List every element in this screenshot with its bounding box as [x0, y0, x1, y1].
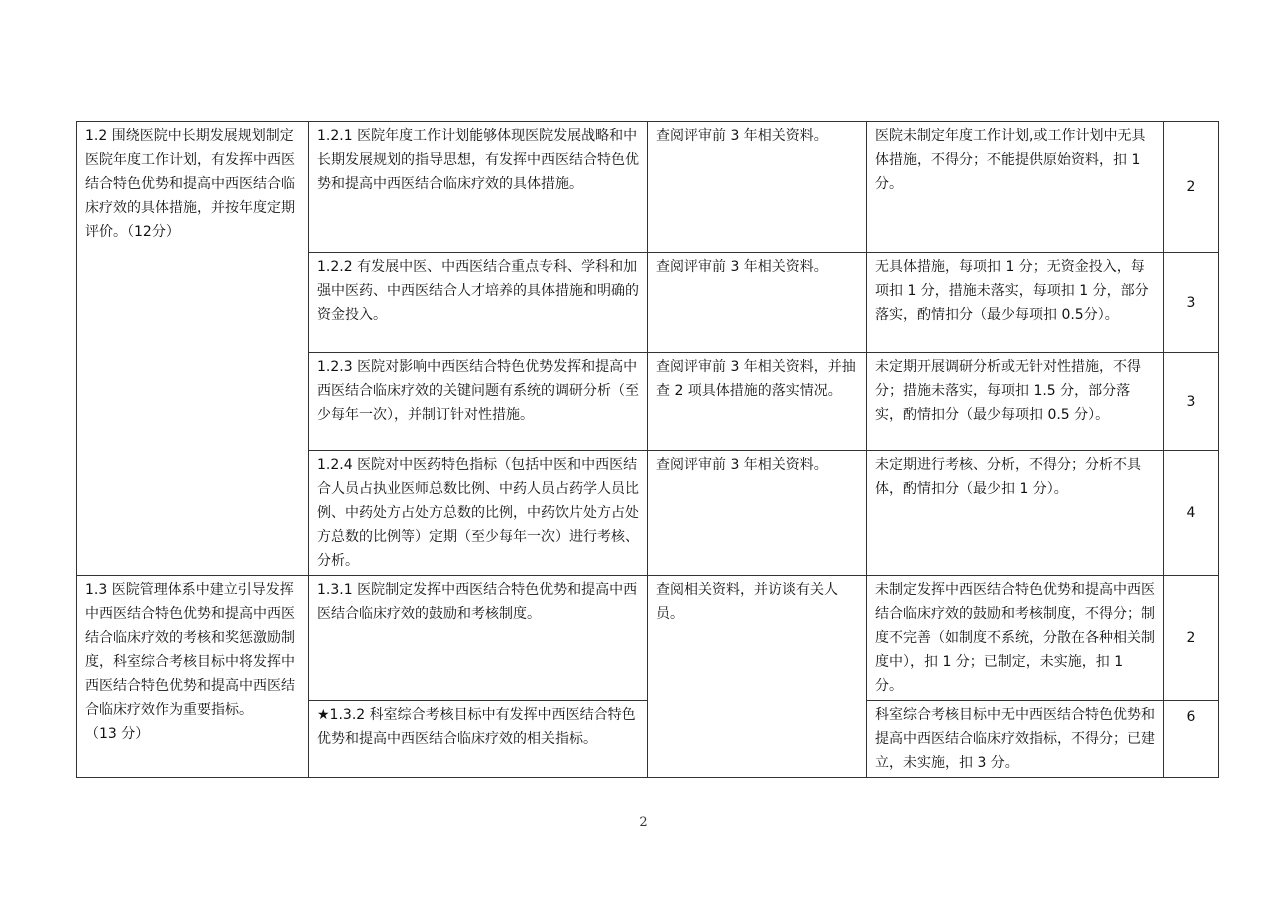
criteria-cell: 未定期进行考核、分析，不得分；分析不具体，酌情扣分（最少扣 1 分）。: [867, 451, 1164, 576]
item-cell: [77, 576, 309, 778]
criteria-cell: 无具体措施，每项扣 1 分；无资金投入，每项扣 1 分，措施未落实，每项扣 1 分，部分落实，酌情扣分（最少每项扣 0.5分）。: [867, 253, 1164, 353]
score-cell: 3: [1164, 353, 1219, 451]
table-row: [77, 576, 1219, 701]
item-text: 1.3 医院管理体系中建立引导发挥中西医结合特色优势和提高中西医结合临床疗效的考核和奖惩激励制度，科室综合考核目标中将发挥中西医结合特色优势和提高中西医结合临床疗效作为重要指标。: [85, 582, 295, 718]
score-cell: 3: [1164, 253, 1219, 353]
criteria-cell: 未制定发挥中西医结合特色优势和提高中西医结合临床疗效的鼓励和考核制度，不得分；制度不完善（如制度不系统，分散在各种相关制度中），扣 1 分；已制定，未实施，扣 1 分。: [867, 576, 1164, 701]
score-cell: 2: [1164, 122, 1219, 253]
standard-cell: 1.2.2 有发展中医、中西医结合重点专科、学科和加强中医药、中西医结合人才培养的具体措施和明确的资金投入。: [309, 253, 648, 353]
standard-cell: 1.3.1 医院制定发挥中西医结合特色优势和提高中西医结合临床疗效的鼓励和考核制度。: [309, 576, 648, 701]
criteria-cell: 医院未制定年度工作计划,或工作计划中无具体措施，不得分；不能提供原始资料，扣 1 分。: [867, 122, 1164, 253]
standard-cell: 1.2.3 医院对影响中西医结合特色优势发挥和提高中西医结合临床疗效的关键问题有系统的调研分析（至少每年一次），并制订针对性措施。: [309, 353, 648, 451]
score-cell: 4: [1164, 451, 1219, 576]
method-cell: 查阅评审前 3 年相关资料，并抽查 2 项具体措施的落实情况。: [648, 353, 867, 451]
standard-cell: 1.2.1 医院年度工作计划能够体现医院发展战略和中长期发展规划的指导思想，有发挥中西医结合特色优势和提高中西医结合临床疗效的具体措施。: [309, 122, 648, 253]
score-cell: 6: [1164, 701, 1219, 778]
method-cell: 查阅评审前 3 年相关资料。: [648, 451, 867, 576]
criteria-cell: 科室综合考核目标中无中西医结合特色优势和提高中西医结合临床疗效指标，不得分；已建立，未实施，扣 3 分。: [867, 701, 1164, 778]
method-cell: 查阅评审前 3 年相关资料。: [648, 253, 867, 353]
item-points: （13 分）: [85, 726, 150, 742]
method-cell: 查阅评审前 3 年相关资料。: [648, 122, 867, 253]
page-number: 2: [639, 815, 648, 830]
standard-cell: ★1.3.2 科室综合考核目标中有发挥中西医结合特色优势和提高中西医结合临床疗效的相关指标。: [309, 701, 648, 778]
item-cell: 1.2 围绕医院中长期发展规划制定医院年度工作计划，有发挥中西医结合特色优势和提高中西医结合临床疗效的具体措施，并按年度定期评价。（12分）: [77, 122, 309, 576]
criteria-cell: 未定期开展调研分析或无针对性措施，不得分；措施未落实，每项扣 1.5 分，部分落实，酌情扣分（最少每项扣 0.5 分）。: [867, 353, 1164, 451]
method-cell: 查阅相关资料，并访谈有关人员。: [648, 576, 867, 778]
table-row: [77, 122, 1219, 253]
evaluation-table: [76, 121, 1219, 778]
standard-cell: 1.2.4 医院对中医药特色指标（包括中医和中西医结合人员占执业医师总数比例、中药人员占药学人员比例、中药处方占处方总数的比例，中药饮片处方占处方总数的比例等）定期（至少每年一次）进行考核、分析。: [309, 451, 648, 576]
score-cell: 2: [1164, 576, 1219, 701]
